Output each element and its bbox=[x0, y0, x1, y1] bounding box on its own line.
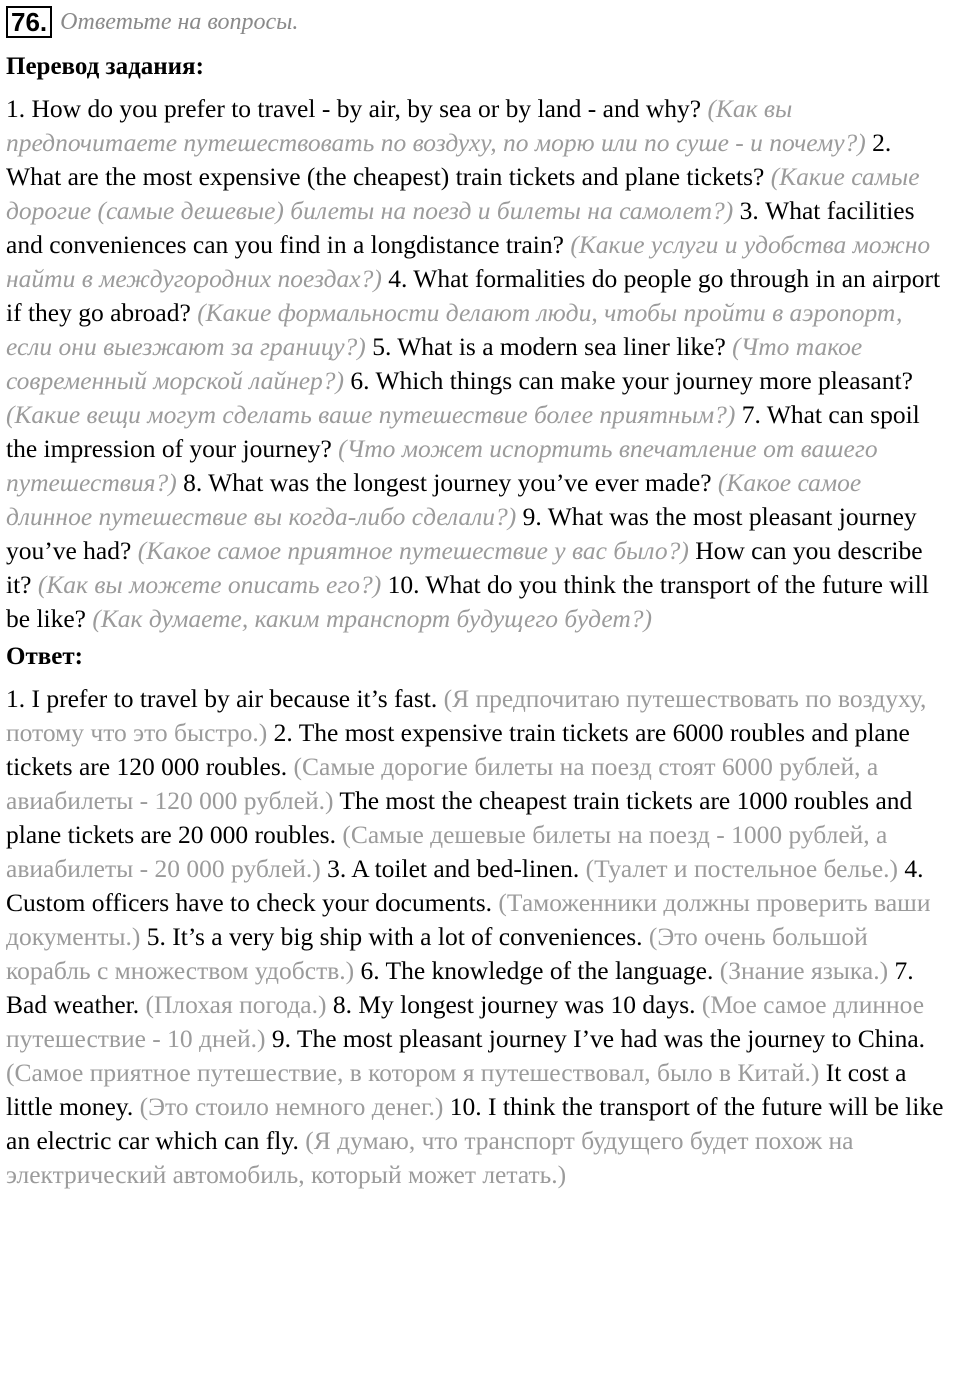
english-text: 5. What is a modern sea liner like? bbox=[372, 332, 733, 361]
translation-text: (Самые дешевые билеты на поезд - 1000 рублей, а авиабилеты - 20 000 рублей.) bbox=[6, 820, 888, 883]
english-text: It cost a little money. bbox=[6, 1058, 907, 1121]
translation-text: (Я предпочитаю путешествовать по воздуху, потому что это быстро.) bbox=[6, 684, 927, 747]
translation-text: (Это стоило немного денег.) bbox=[139, 1092, 450, 1121]
translation-text: (Это очень большой корабль с множеством удобств.) bbox=[6, 922, 868, 985]
translation-text: (Как вы предпочитаете путешествовать по воздуху, по морю или по суше - и почему?) bbox=[6, 94, 873, 157]
translation-text: (Какие самые дорогие (самые дешевые) билеты на поезд и билеты на самолет?) bbox=[6, 162, 920, 225]
english-text: 10. What do you think the transport of the future will be like? bbox=[6, 570, 929, 633]
answer-title: Ответ: bbox=[6, 643, 83, 670]
translation-text: (Мое самое длинное путешествие - 10 дней.) bbox=[6, 990, 925, 1053]
translation-text: (Как вы можете описать его?) bbox=[37, 570, 388, 599]
english-text: 9. What was the most pleasant journey you’ve had? bbox=[6, 502, 917, 565]
english-text: 6. The knowledge of the language. bbox=[360, 956, 720, 985]
english-text: 4. Custom officers have to check your documents. bbox=[6, 854, 924, 917]
translation-text: (Какие формальности делают люди, чтобы пройти в аэропорт, если они выезжают за границу?) bbox=[6, 298, 903, 361]
english-text: 8. My longest journey was 10 days. bbox=[332, 990, 702, 1019]
translation-text: (Что такое современный морской лайнер?) bbox=[6, 332, 863, 395]
translation-text: (Самое приятное путешествие, в котором я путешествовал, было в Китай.) bbox=[6, 1058, 826, 1087]
exercise-number: 76. bbox=[6, 6, 52, 38]
translation-text: (Самые дорогие билеты на поезд стоят 6000 рублей, а авиабилеты - 120 000 рублей.) bbox=[6, 752, 879, 815]
translation-text: (Таможенники должны проверить ваши документы.) bbox=[6, 888, 931, 951]
translation-text: (Какие услуги и удобства можно найти в междугородних поездах?) bbox=[6, 230, 931, 293]
english-text: 2. What are the most expensive (the cheapest) train tickets and plane tickets? bbox=[6, 128, 892, 191]
translation-text: (Я думаю, что транспорт будущего будет похож на электрический автомобиль, который может летать.) bbox=[6, 1126, 854, 1189]
exercise-header bbox=[6, 0, 952, 44]
translation-text: (Что может испортить впечатление от вашего путешествия?) bbox=[6, 434, 878, 497]
translation-text: (Какие вещи могут сделать ваше путешествие более приятным?) bbox=[6, 400, 742, 429]
questions-paragraph bbox=[6, 92, 952, 636]
english-text: 1. How do you prefer to travel - by air, by sea or by land - and why? bbox=[6, 94, 708, 123]
english-text: 5. It’s a very big ship with a lot of conveniences. bbox=[146, 922, 649, 951]
english-text: 9. The most pleasant journey I’ve had was the journey to China. bbox=[271, 1024, 926, 1053]
english-text: 3. What facilities and conveniences can you find in a longdistance train? bbox=[6, 196, 915, 259]
exercise-task: Ответьте на вопросы. bbox=[60, 8, 299, 35]
translation-text: (Какое самое длинное путешествие вы когда-либо сделали?) bbox=[6, 468, 862, 531]
english-text: 1. I prefer to travel by air because it’s fast. bbox=[6, 684, 444, 713]
english-text: 4. What formalities do people go through in an airport if they go abroad? bbox=[6, 264, 941, 327]
translation-text: (Какое самое приятное путешествие у вас было?) bbox=[137, 536, 696, 565]
answers-paragraph bbox=[6, 682, 952, 1192]
translation-text: (Знание языка.) bbox=[719, 956, 895, 985]
english-text: 7. What can spoil the impression of your journey? bbox=[6, 400, 920, 463]
english-text: 8. What was the longest journey you’ve ever made? bbox=[183, 468, 718, 497]
english-text: 3. A toilet and bed-linen. bbox=[327, 854, 586, 883]
english-text: 10. I think the transport of the future will be like an electric car which can fly. bbox=[6, 1092, 944, 1155]
english-text: The most the cheapest train tickets are 1000 roubles and plane tickets are 20 000 roubles. bbox=[6, 786, 913, 849]
translation-text: (Туалет и постельное белье.) bbox=[585, 854, 905, 883]
questions-title: Перевод задания: bbox=[6, 53, 204, 80]
translation-text: (Как думаете, каким транспорт будущего будет?) bbox=[92, 604, 653, 633]
english-text: 6. Which things can make your journey more pleasant? bbox=[350, 366, 913, 395]
translation-text: (Плохая погода.) bbox=[145, 990, 333, 1019]
english-text: How can you describe it? bbox=[6, 536, 923, 599]
english-text: 7. Bad weather. bbox=[6, 956, 914, 1019]
english-text: 2. The most expensive train tickets are 6000 roubles and plane tickets are 120 000 roubles. bbox=[6, 718, 910, 781]
